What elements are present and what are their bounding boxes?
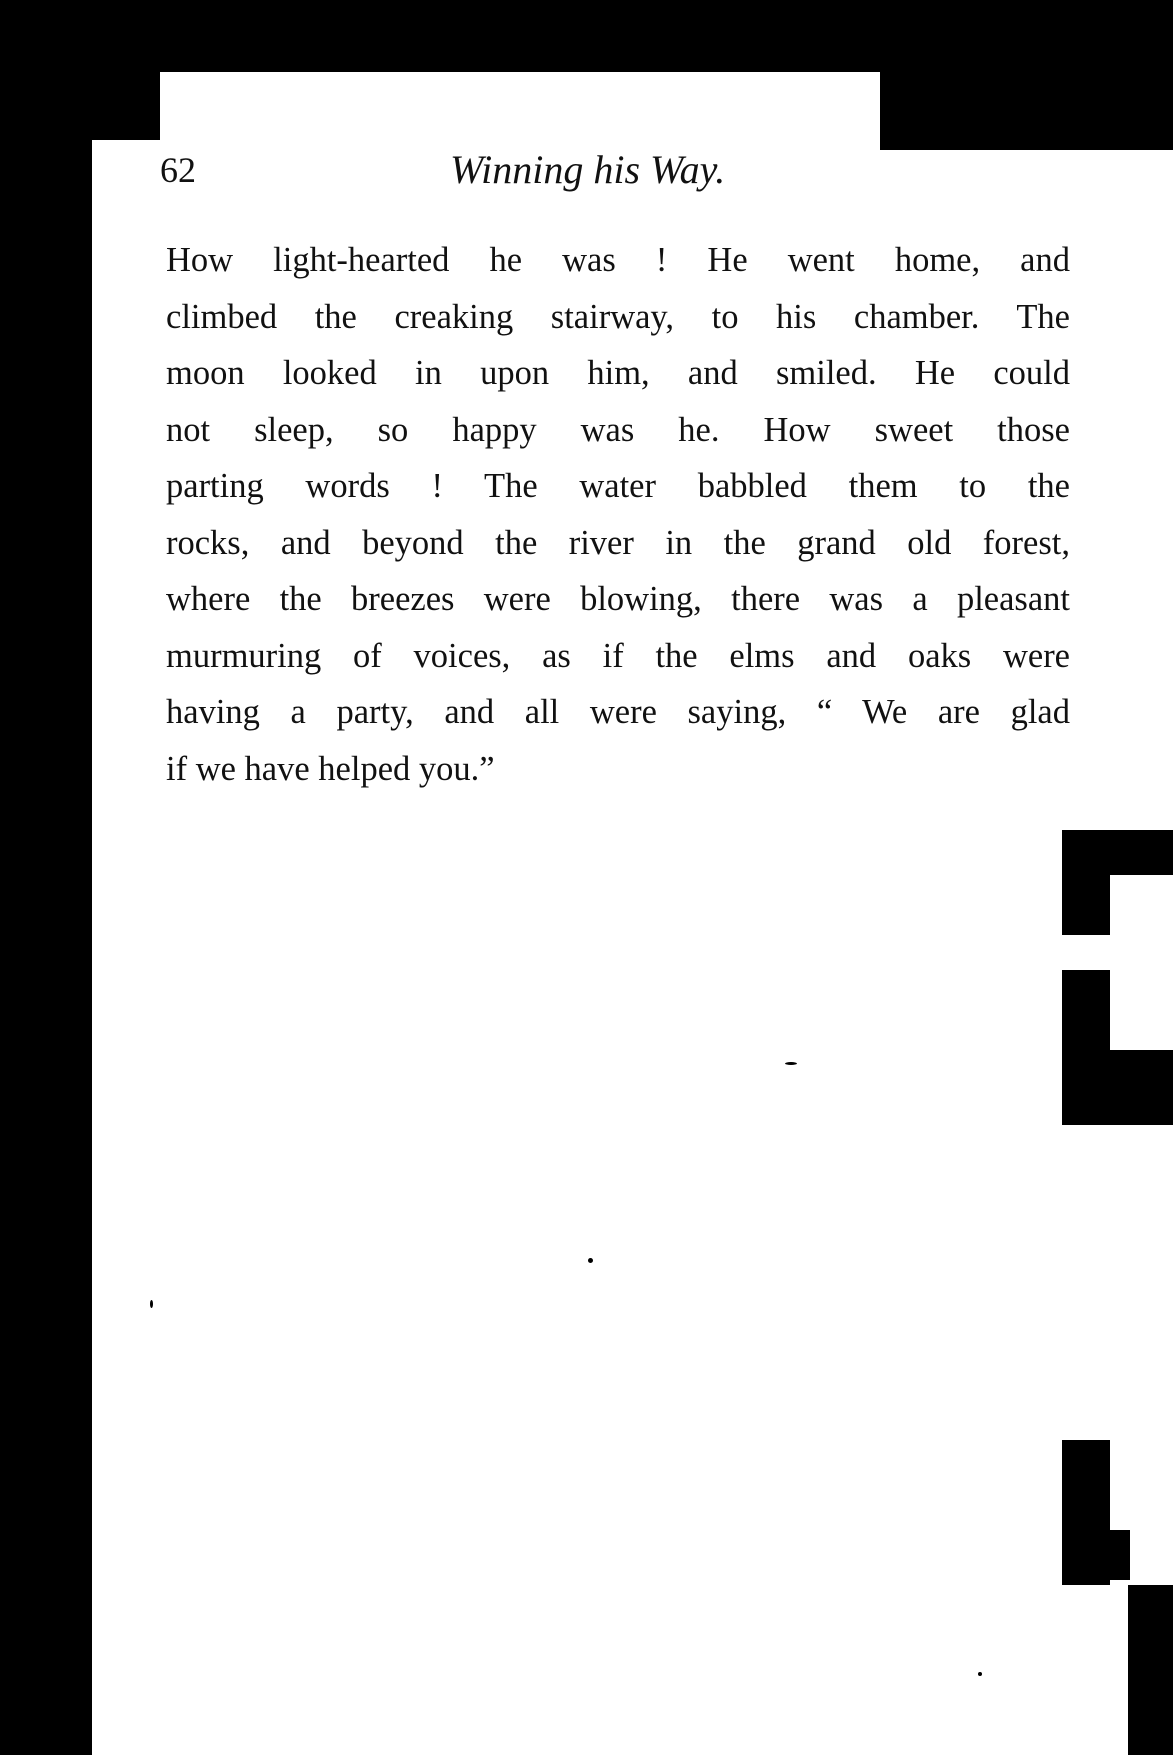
running-title: Winning his Way.: [450, 147, 726, 192]
page-header: [160, 148, 1060, 198]
scan-shadow-right: [1062, 1440, 1110, 1585]
scan-shadow-right: [1110, 1530, 1130, 1580]
text-line: rocks, and beyond the river in the grand old forest,: [166, 523, 1070, 562]
scan-shadow-bottom-right: [1128, 1585, 1173, 1755]
text-line: where the breezes were blowing, there was a pleasant: [166, 580, 1070, 618]
scan-speck: [785, 1062, 797, 1065]
scan-shadow-right: [1062, 830, 1173, 875]
text-line: moon looked in upon him, and smiled. He could: [166, 354, 1070, 392]
text-line: How light-hearted he was ! He went home, and: [166, 241, 1070, 279]
scan-shadow-right: [1062, 875, 1110, 935]
text-line: climbed the creaking stairway, to his chamber. The: [166, 297, 1070, 336]
text-line: murmuring of voices, as if the elms and oaks were: [166, 636, 1070, 675]
scan-speck: [150, 1300, 153, 1308]
body-paragraph: [166, 232, 1070, 797]
scan-speck: [588, 1258, 593, 1263]
scan-speck: [978, 1672, 982, 1676]
page-number: 62: [160, 150, 196, 190]
text-line: if we have helped you.”: [166, 749, 495, 788]
text-line: having a party, and all were saying, “ We are glad: [166, 693, 1070, 731]
scan-shadow-right: [1062, 1050, 1173, 1125]
scan-border-left: [0, 72, 92, 1755]
text-line: not sleep, so happy was he. How sweet those: [166, 410, 1070, 449]
scan-shadow-top-right: [880, 0, 1173, 150]
text-line: parting words ! The water babbled them to the: [166, 467, 1070, 505]
paper-top-edge: [160, 72, 880, 152]
